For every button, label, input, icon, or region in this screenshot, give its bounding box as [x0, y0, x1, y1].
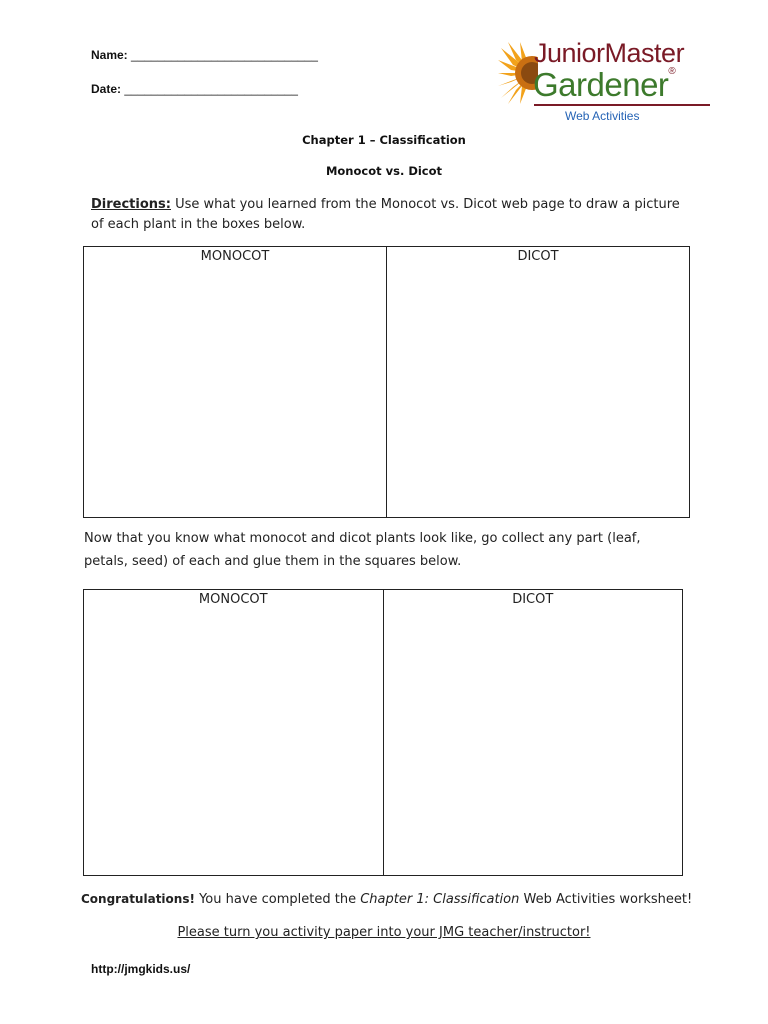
website-link[interactable]: http://jmgkids.us/ [91, 962, 191, 976]
directions-paragraph [91, 195, 681, 235]
chapter-title: Chapter 1 – Classification [302, 133, 466, 147]
congrats-post: Web Activities worksheet! [519, 892, 693, 907]
jmg-logo [498, 38, 714, 128]
drawing-box [83, 246, 690, 518]
name-blank: ____________________________ [131, 48, 318, 62]
dicot-label: DICOT [512, 592, 554, 607]
dicot-glue-cell[interactable] [383, 590, 683, 875]
name-field [91, 48, 318, 62]
monocot-label: MONOCOT [198, 592, 268, 607]
date-blank: __________________________ [124, 82, 298, 96]
dicot-drawing-cell[interactable] [386, 247, 689, 517]
directions-text: Use what you learned from the Monocot vs. Dicot web page to draw a picture of each plant in the boxes below. [91, 197, 680, 232]
turn-in-notice: Please turn you activity paper into your JMG teacher/instructor! [177, 925, 591, 940]
logo-junior-master: JuniorMaster [534, 38, 685, 68]
sunflower-icon [498, 40, 538, 106]
congratulations-line [81, 889, 701, 910]
directions-label: Directions: [91, 197, 171, 212]
date-label: Date: [91, 82, 122, 96]
congrats-pre: You have completed the [194, 892, 361, 907]
congrats-italic: Chapter 1: Classification [360, 892, 520, 907]
topic-title: Monocot vs. Dicot [325, 164, 443, 178]
logo-gardener-word: Gardener [533, 66, 669, 103]
logo-gardener [533, 66, 675, 104]
monocot-label: MONOCOT [200, 249, 270, 264]
monocot-drawing-cell[interactable] [84, 247, 386, 517]
collect-instruction: Now that you know what monocot and dicot plants look like, go collect any part (leaf, petals, seed) of each and glue them in the squares below. [84, 531, 641, 569]
registered-mark: ® [668, 66, 676, 77]
date-field [91, 82, 298, 96]
dicot-label: DICOT [517, 249, 559, 264]
logo-web-activities: Web Activities [565, 109, 640, 123]
congrats-bold: Congratulations! [81, 892, 195, 906]
logo-rule [534, 104, 710, 106]
monocot-glue-cell[interactable] [84, 590, 383, 875]
glue-box [83, 589, 683, 876]
name-label: Name: [91, 48, 128, 62]
